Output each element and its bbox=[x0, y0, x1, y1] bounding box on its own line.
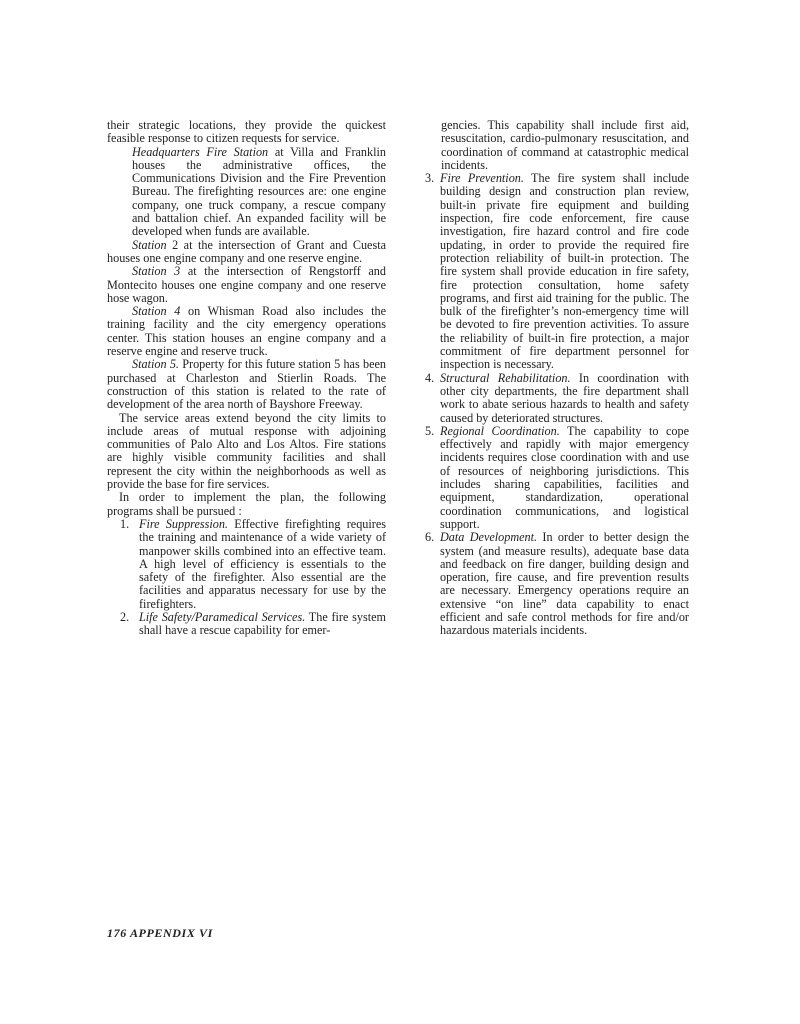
paragraph-station-4: Station 4 on Whisman Road also includes the training facility and the city emergency operations center. This station houses an engine company and a reserve engine and reserve truck. bbox=[107, 304, 386, 359]
station-heading: Station 5. bbox=[132, 357, 179, 372]
list-item-data-development: 6. Data Development. In order to better design the system (and measure results), adequate base data and feedback on fire danger, building design and operation, fire cause, and fire prevention results are necessary. Emergency operations require an extensive “on line” data capability to enact efficient and safe control methods for fire and/or hazardous materials incidents. bbox=[425, 530, 689, 638]
list-item-regional-coordination: 5. Regional Coordination. The capability to cope effectively and rapidly with major emergency incidents requires close coordination with and use of resources of neighboring jurisdictions. This includes sharing capabilities, facilities and equipment, standardization, operational coordination communications, and logistical support. bbox=[425, 423, 689, 531]
station-heading: Station bbox=[132, 237, 167, 252]
item-number: 6. bbox=[425, 530, 435, 545]
paragraph-station-2: Station 2 at the intersection of Grant and Cuesta houses one engine company and one reserve engine. bbox=[107, 237, 386, 265]
right-column bbox=[423, 119, 689, 638]
item-number: 5. bbox=[425, 423, 435, 438]
item-heading: Regional Coordination. bbox=[440, 423, 560, 438]
paragraph-programs-intro: In order to implement the plan, the following programs shall be pursued : bbox=[107, 490, 386, 518]
item-heading: Life Safety/Paramedical Services. bbox=[139, 609, 306, 624]
item-heading: Fire Prevention. bbox=[440, 171, 524, 186]
station-heading: Station 4 bbox=[132, 304, 181, 319]
item-heading: Data Development. bbox=[440, 530, 538, 545]
item-number: 2. bbox=[120, 609, 130, 624]
list-item-structural-rehabilitation: 4. Structural Rehabilitation. In coordination with other city departments, the fire department shall work to abate serious hazards to health and safety caused by deteriorated structures. bbox=[425, 370, 689, 425]
paragraph-headquarters: Headquarters Fire Station at Villa and Franklin houses the administrative offices, the Communications Division and the Fire Prevention Bureau. The firefighting resources are: one engine company, one truck company, a rescue company and battalion chief. An expanded facility will be developed when funds are available. bbox=[132, 144, 386, 239]
paragraph-continuation: gencies. This capability shall include first aid, resuscitation, cardio-pulmonary resuscitation, and coordination of command at catastrophic medical incidents. bbox=[441, 118, 689, 172]
item-number: 4. bbox=[425, 370, 435, 385]
left-column bbox=[107, 119, 386, 638]
station-heading: Headquarters Fire Station bbox=[132, 144, 269, 159]
item-number: 1. bbox=[120, 516, 130, 531]
list-item-fire-suppression: 1. Fire Suppression. Effective firefighting requires the training and maintenance of a wide variety of manpower skills combined into an effective team. A high level of efficiency is essentials to the safety of the firefighter. Also essential are the facilities and apparatus necessary for use by the firefighters. bbox=[120, 516, 386, 611]
paragraph: their strategic locations, they provide the quickest feasible response to citizen requests for service. bbox=[107, 118, 386, 146]
paragraph-service-areas: The service areas extend beyond the city limits to include areas of mutual response with adjoining communities of Palo Alto and Los Altos. Fire stations are highly visible community facilities and shall represent the city within the neighborhoods as well as provide the base for fire services. bbox=[107, 410, 386, 492]
paragraph-station-5: Station 5. Property for this future station 5 has been purchased at Charleston and Stierlin Roads. The construction of this station is related to the rate of development of the area north of Bayshore Freeway. bbox=[107, 357, 386, 412]
item-heading: Structural Rehabilitation. bbox=[440, 370, 571, 385]
paragraph-station-3: Station 3 at the intersection of Rengstorff and Montecito houses one engine company and one reserve hose wagon. bbox=[107, 264, 386, 305]
item-number: 3. bbox=[425, 171, 435, 186]
station-heading: Station 3 bbox=[132, 264, 181, 279]
list-item-life-safety: 2. Life Safety/Paramedical Services. The fire system shall have a rescue capability for emer- bbox=[120, 609, 387, 638]
item-heading: Fire Suppression. bbox=[139, 516, 228, 531]
page-footer: 176 APPENDIX VI bbox=[107, 926, 213, 940]
list-item-fire-prevention: 3. Fire Prevention. The fire system shall include building design and construction plan review, built-in private fire equipment and building inspection, fire code enforcement, fire cause investigation, fire hazard control and fire code updating, in order to provide the required fire protection reliability of built-in protection. The fire system shall provide education in fire safety, fire protection consultation, home safety programs, and first aid training for the public. The bulk of the firefighter’s non-emergency time will be devoted to fire prevention activities. To assure the reliability of built-in fire protection, a major commitment of fire department personnel for inspection is necessary. bbox=[425, 171, 690, 372]
